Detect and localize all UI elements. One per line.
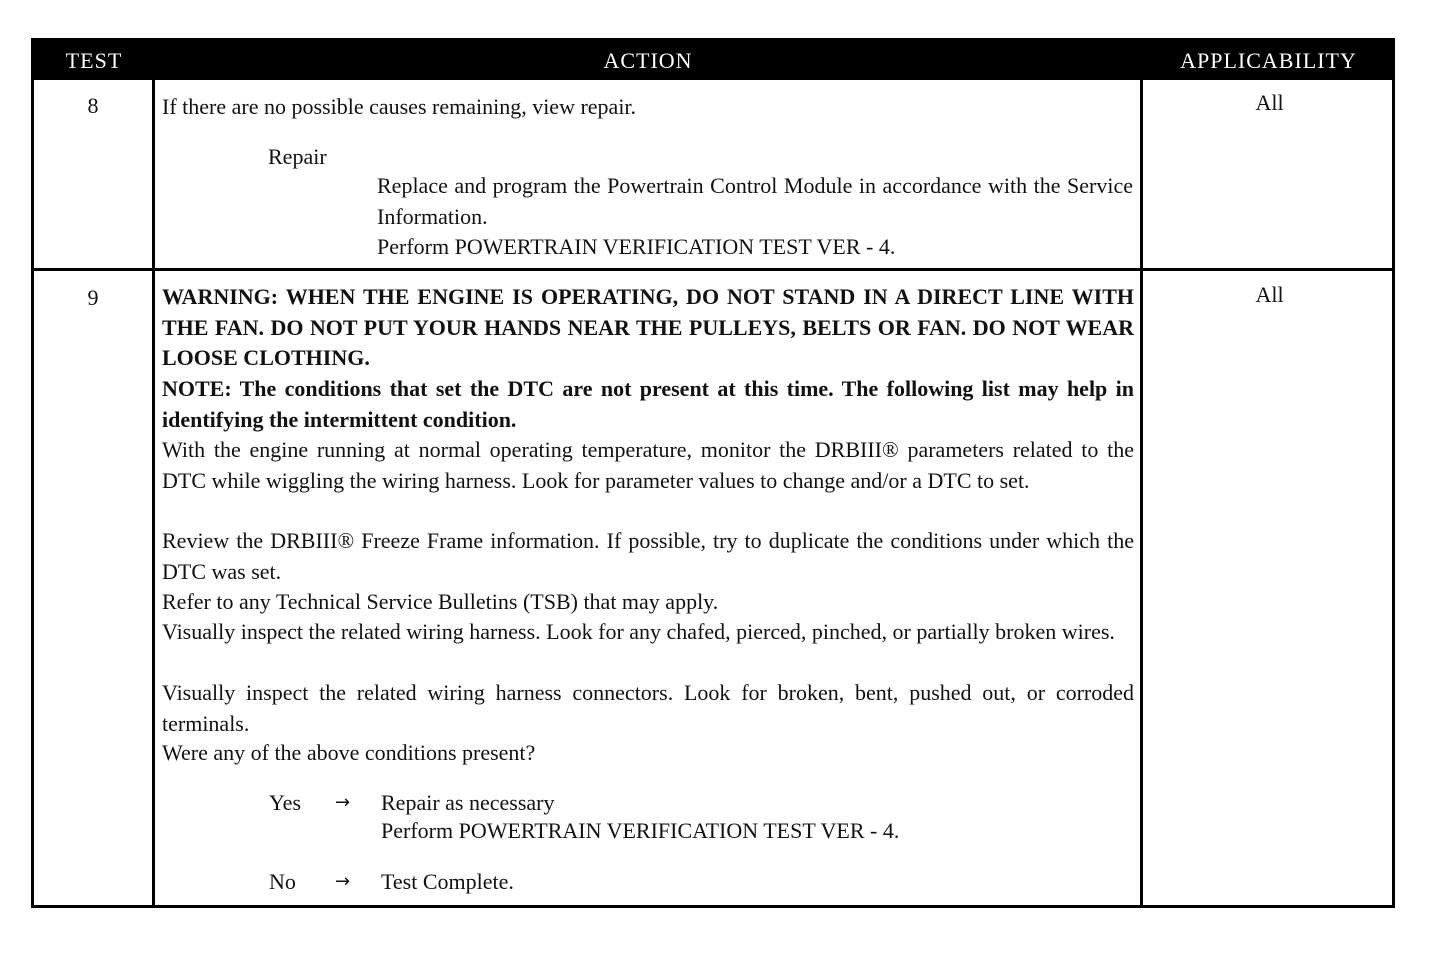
warning-text: WARNING: WHEN THE ENGINE IS OPERATING, DO NOT STAND IN A DIRECT LINE WITH THE FAN. DO NOT PUT YOUR HANDS NEAR THE PULLEYS, BELTS OR FAN. DO NOT WEAR LOOSE CLOTHING. bbox=[162, 284, 1134, 370]
applicability-8: All bbox=[1255, 90, 1284, 115]
connector-paragraph: Visually inspect the related wiring harness connectors. Look for broken, bent, pushed out, or corroded terminals. bbox=[162, 680, 1134, 736]
monitor-paragraph: With the engine running at normal operating temperature, monitor the DRBIII® parameters related to the DTC while wiggling the wiring harness. Look for parameter values to change and/or a DTC to set. bbox=[162, 437, 1134, 493]
repair-label: Repair bbox=[268, 144, 327, 169]
no-label: No bbox=[269, 869, 296, 894]
applicability-9: All bbox=[1255, 282, 1284, 307]
yes-action: Repair as necessary bbox=[381, 790, 555, 815]
freeze-frame-paragraph: Review the DRBIII® Freeze Frame information. If possible, try to duplicate the conditions under which the DTC was set. bbox=[162, 528, 1134, 584]
diagnostic-table bbox=[31, 38, 1395, 908]
row-divider bbox=[34, 268, 1392, 271]
question-text: Were any of the above conditions present? bbox=[162, 740, 536, 765]
header-action: ACTION bbox=[603, 48, 693, 73]
test-number-8: 8 bbox=[87, 93, 99, 118]
repair-instruction: Replace and program the Powertrain Control Module in accordance with the Service Information. bbox=[377, 173, 1133, 229]
note-text: NOTE: The conditions that set the DTC are not present at this time. The following list may help in identifying the intermittent condition. bbox=[162, 376, 1134, 432]
header-test: TEST bbox=[65, 48, 123, 73]
repair-verification: Perform POWERTRAIN VERIFICATION TEST VER - 4. bbox=[377, 234, 896, 259]
column-divider bbox=[152, 80, 155, 905]
yes-label: Yes bbox=[269, 790, 302, 815]
test-number-9: 9 bbox=[87, 285, 99, 310]
row8-intro: If there are no possible causes remaining, view repair. bbox=[162, 94, 637, 119]
column-divider bbox=[1140, 80, 1143, 905]
tsb-paragraph: Refer to any Technical Service Bulletins (TSB) that may apply. bbox=[162, 589, 719, 614]
yes-arrow-icon: → bbox=[335, 792, 351, 813]
harness-paragraph: Visually inspect the related wiring harness. Look for any chafed, pierced, pinched, or partially broken wires. bbox=[162, 619, 1115, 644]
no-arrow-icon: → bbox=[335, 871, 351, 892]
table-header bbox=[34, 41, 1392, 80]
no-action: Test Complete. bbox=[381, 869, 514, 894]
yes-verification: Perform POWERTRAIN VERIFICATION TEST VER - 4. bbox=[381, 818, 900, 843]
header-applicability: APPLICABILITY bbox=[1180, 48, 1357, 73]
